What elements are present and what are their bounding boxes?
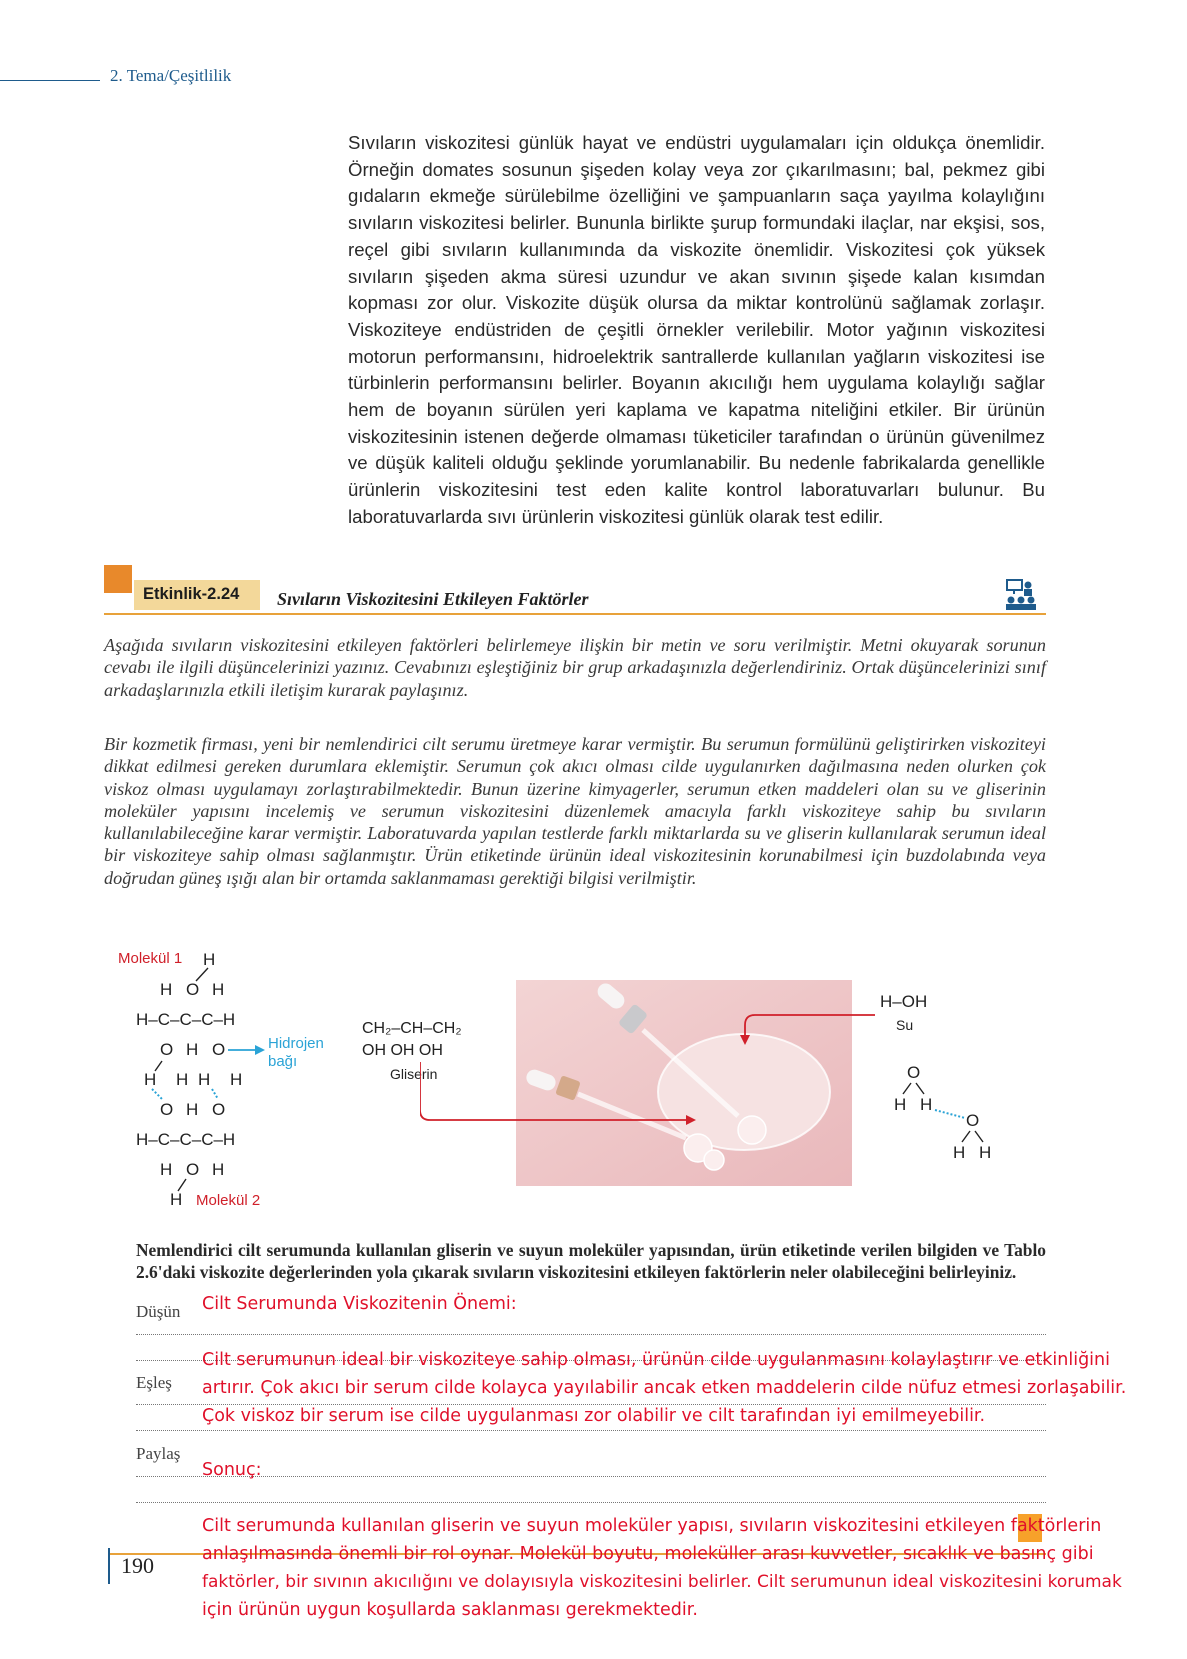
molecule-1-label: Molekül 1 <box>118 950 183 967</box>
answer-line-3: Çok viskoz bir serum ise cilde uygulanması zor olabilir ve cilt tarafından iyi emilmeyebilir. <box>202 1406 986 1426</box>
activity-label: Etkinlik-2.24 <box>143 585 240 603</box>
svg-text:H–C–C–C–H: H–C–C–C–H <box>136 1010 236 1029</box>
writing-line <box>136 1334 1046 1335</box>
svg-text:O: O <box>186 980 200 999</box>
molecule-2-label: Molekül 2 <box>196 1192 261 1205</box>
svg-text:H–C–C–C–H: H–C–C–C–H <box>136 1130 236 1149</box>
svg-text:O: O <box>160 1040 174 1059</box>
svg-text:O: O <box>212 1040 226 1059</box>
section-title: 2. Tema/Çeşitlilik <box>110 66 232 85</box>
svg-text:H: H <box>176 1070 189 1089</box>
conclusion-line-1: Cilt serumunda kullanılan gliserin ve suyun moleküler yapısı, sıvıların viskozitesini etkileyen faktörlerin <box>202 1516 1102 1536</box>
svg-text:H: H <box>203 950 216 969</box>
svg-text:H: H <box>144 1070 157 1089</box>
svg-text:O: O <box>160 1100 174 1119</box>
label-pair: Eşleş <box>136 1373 172 1392</box>
svg-text:O: O <box>212 1100 226 1119</box>
writing-line <box>136 1430 1046 1431</box>
svg-text:H: H <box>160 980 173 999</box>
conclusion-line-2: anlaşılmasında önemli bir rol oynar. Molekül boyutu, moleküller arası kuvvetler, sıcaklık ve basınç gibi <box>202 1544 1094 1564</box>
glycerin-oh-groups: OH OH OH <box>362 1042 443 1059</box>
scenario-text: Bir kozmetik firması, yeni bir nemlendirici cilt serumu üretmeye karar vermiştir. Bu serumun formülünü geliştirirken viskoziteyi dikkat edilmesi gereken durumlara eklemiştir. Serumun çok akıcı olması cilde uygulanırken dağılmasına neden olurken çok viskoz olması uygulamayı zorlaştırabilmektedir. Bunun üzerine kimyagerler, serumun etken maddeleri olan su ve gliserinin moleküler yapısını incelemiş ve serumun viskozitesini düzenlemek amacıyla farklı viskoziteye sahip bu sıvıların kullanılabileceğine karar vermiştir. Laboratuvarda yapılan testlerde farklı miktarlarda su ve gliserin kullanılarak serumun ideal bir viskoziteye sahip olması sağlanmıştır. Ürün etiketinde ürünün ideal viskozitesinin korunabilmesi için buzdolabında veya doğrudan güneş ışığı alan bir ortamda saklanmaması gerektiği bilgisi verilmiştir. <box>104 734 1046 888</box>
svg-text:H: H <box>920 1095 933 1114</box>
svg-text:O: O <box>907 1063 921 1082</box>
answer-line-2: artırır. Çok akıcı bir serum cilde kolayca yayılabilir ancak etken maddelerin cilde nüfuz etmesi zorlaşabilir. <box>202 1378 1127 1398</box>
svg-text:O: O <box>186 1160 200 1179</box>
svg-text:H: H <box>186 1040 199 1059</box>
svg-text:H: H <box>170 1190 183 1205</box>
page-number: 190 <box>121 1553 154 1578</box>
intro-paragraph: Sıvıların viskozitesi günlük hayat ve endüstri uygulamaları için oldukça önemlidir. Örneğin domates sosunun şişeden kolay veya zor çıkarılmasını; bal, pekmez gibi gıdaların ekmeğe sürülebilme özelliğini ve şampuanların saça yayılma kolaylığını sıvıların viskozitesi belirler. Bununla birlikte şurup formundaki ilaçlar, nar ekşisi, sos, reçel gibi sıvıların kullanımında da viskozite önemlidir. Viskozitesi çok yüksek sıvıların şişeden akma süresi uzundur ve akan sıvının şişede kalan kısımdan kopması zor olur. Viskozite düşük olursa da miktar kontrolünü sağlamak zorlaşır. Viskoziteye endüstriden de çeşitli örnekler verilebilir. Motor yağının viskozitesi motorun performansını, hidroelektrik santrallerde kullanılan yağların viskozitesi ise türbinlerin performansını belirler. Boyanın akıcılığı hem uygulama kolaylığı sağlar hem de boyanın sürülen yeri kaplama ve kapatma niteliğini etkiler. Bir ürünün viskozitesinin istenen değerde olmaması tüketiciler tarafından o ürünün güvenilmez ve düşük kaliteli olduğu şeklinde yorumlanabilir. Bu nedenle fabrikalarda genellikle ürünlerin viskozitesini test eden kalite kontrol laboratuvarları bulunur. Bu laboratuvarlarda sıvı ürünlerin viskozitesi günlük olarak test edilir. <box>348 132 1045 527</box>
svg-text:H: H <box>186 1100 199 1119</box>
glycerin-label: Gliserin <box>390 1066 438 1082</box>
water-label: Su <box>896 1017 914 1033</box>
conclusion-line-3: faktörler, bir sıvının akıcılığını ve dolayısıyla viskozitesini belirler. Cilt serumunun ideal viskozitesini korumak <box>202 1572 1122 1592</box>
answer-line-1: Cilt serumunun ideal bir viskoziteye sahip olması, ürünün cilde uygulanmasını kolaylaştırır ve etkinliğini <box>202 1350 1110 1370</box>
question-text: Nemlendirici cilt serumunda kullanılan gliserin ve suyun moleküler yapısından, ürün etiketinde verilen bilgiden ve Tablo 2.6'daki viskozite değerlerinden yola çıkarak sıvıların viskozitesini etkileyen faktörlerin neler olabileceğini belirleyiniz. <box>136 1240 1046 1282</box>
svg-text:O: O <box>966 1111 980 1130</box>
hbond-label-1: Hidrojen <box>268 1035 324 1052</box>
hbond-label-2: bağı <box>268 1053 298 1070</box>
label-think: Düşün <box>136 1302 181 1321</box>
conclusion-line-4: için ürünün uygun koşullarda saklanması gerekmektedir. <box>202 1600 698 1620</box>
svg-text:H: H <box>212 980 225 999</box>
svg-text:H: H <box>894 1095 907 1114</box>
activity-rule <box>104 613 1046 615</box>
svg-text:H: H <box>979 1143 992 1162</box>
page-number-bar <box>108 1548 110 1584</box>
figure-arrows <box>420 1000 900 1130</box>
svg-text:H: H <box>198 1070 211 1089</box>
activity-marker <box>104 565 132 593</box>
conclusion-heading: Sonuç: <box>202 1460 262 1480</box>
group-presentation-icon <box>1004 578 1038 612</box>
answer-heading: Cilt Serumunda Viskozitenin Önemi: <box>202 1294 517 1314</box>
water-diagram <box>880 990 1020 1170</box>
activity-instructions: Aşağıda sıvıların viskozitesini etkileyen faktörleri belirlemeye ilişkin bir metin ve soru verilmiştir. Metni okuyarak sorunun cevabı ile ilgili düşüncelerinizi yazınız. Cevabınızı eşleştiğiniz bir grup arkadaşınızla değerlendiriniz. Ortak düşüncelerinizi sınıf arkadaşlarınızla etkili iletişim kurarak paylaşınız. <box>104 635 1046 700</box>
writing-line <box>136 1476 1046 1477</box>
writing-line <box>136 1502 1046 1503</box>
svg-text:H: H <box>230 1070 243 1089</box>
activity-title: Sıvıların Viskozitesini Etkileyen Faktörler <box>277 589 589 609</box>
svg-text:H: H <box>160 1160 173 1179</box>
label-share: Paylaş <box>136 1444 181 1463</box>
water-formula: H–OH <box>880 992 928 1011</box>
header-rule <box>0 80 100 81</box>
svg-text:H: H <box>212 1160 225 1179</box>
svg-text:H: H <box>953 1143 966 1162</box>
glycerin-formula: CH₂–CH–CH₂ <box>362 1020 462 1037</box>
